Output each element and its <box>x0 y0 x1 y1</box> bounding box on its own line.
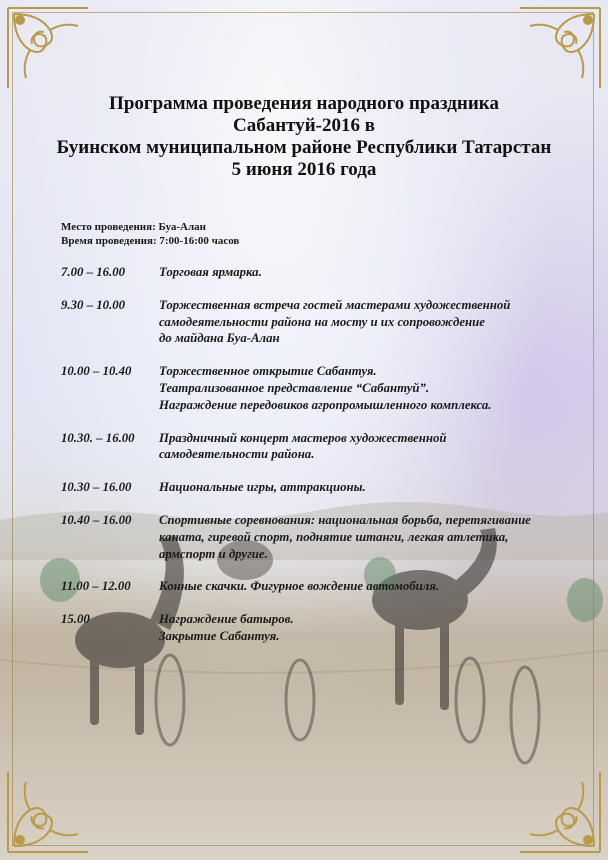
schedule-line: Конные скачки. Фигурное вождение автомобиля. <box>159 579 440 594</box>
event-time: Время проведения: 7:00-16:00 часов <box>61 235 240 247</box>
schedule-line: Торговая ярмарка. <box>159 265 262 279</box>
schedule-item <box>61 512 601 562</box>
schedule-time: 10.30. – 16.00 <box>61 430 135 445</box>
schedule-time: 11.00 – 12.00 <box>61 579 131 594</box>
schedule-line: Театрализованное представление “Сабантуй”. <box>159 380 430 395</box>
schedule-list <box>61 264 601 645</box>
schedule-description <box>159 363 601 413</box>
corner-ornament-icon <box>0 0 95 95</box>
title-line: Буинском муниципальном районе Республики Татарстан <box>56 137 552 158</box>
schedule-time: 7.00 – 16.00 <box>61 265 125 279</box>
schedule-line: Награждение батыров. <box>159 612 294 627</box>
corner-ornament-icon <box>513 0 608 95</box>
title-line: Сабантуй-2016 в <box>232 115 376 136</box>
schedule-line: армспорт и другие. <box>159 546 268 561</box>
schedule-line: самодеятельности района на мосту и их сопровождение <box>159 314 485 329</box>
schedule-description <box>159 430 601 464</box>
schedule-line: Национальные игры, аттракционы. <box>159 480 366 495</box>
title-line: Программа проведения народного праздника <box>109 93 499 114</box>
schedule-description <box>159 512 601 562</box>
schedule-item <box>61 578 601 595</box>
schedule-item <box>61 479 601 496</box>
schedule-line: Награждение передовиков агропромышленного комплекса. <box>159 397 492 412</box>
schedule-description <box>159 264 601 281</box>
schedule-line: Спортивные соревнования: национальная борьба, перетягивание <box>159 512 531 527</box>
schedule-time: 10.00 – 10.40 <box>61 364 132 379</box>
title-line: 5 июня 2016 года <box>231 159 377 180</box>
schedule-line: Торжественная встреча гостей мастерами художественной <box>159 297 511 312</box>
schedule-description <box>159 611 601 645</box>
schedule-line: Праздничный концерт мастеров художественной <box>159 430 447 445</box>
schedule-item <box>61 430 601 464</box>
event-details <box>61 220 239 248</box>
schedule-time: 10.30 – 16.00 <box>61 480 132 495</box>
schedule-description <box>159 479 601 496</box>
corner-ornament-icon <box>0 765 95 860</box>
schedule-line: до майдана Буа-Алан <box>159 331 280 346</box>
schedule-description <box>159 297 601 347</box>
event-place: Место проведения: Буа-Алан <box>61 221 206 233</box>
schedule-line: Закрытие Сабантуя. <box>159 628 280 643</box>
schedule-time: 9.30 – 10.00 <box>61 297 125 312</box>
schedule-description <box>159 578 601 595</box>
schedule-item <box>61 611 601 645</box>
schedule-time: 10.40 – 16.00 <box>61 512 132 527</box>
schedule-item <box>61 264 601 281</box>
schedule-item <box>61 363 601 413</box>
schedule-item <box>61 297 601 347</box>
schedule-line: Торжественное открытие Сабантуя. <box>159 364 377 379</box>
schedule-line: самодеятельности района. <box>159 447 315 462</box>
schedule-line: каната, гиревой спорт, поднятие штанги, легкая атлетика, <box>159 529 509 544</box>
poster-title <box>0 93 608 181</box>
corner-ornament-icon <box>513 765 608 860</box>
schedule-time: 15.00 <box>61 612 90 627</box>
